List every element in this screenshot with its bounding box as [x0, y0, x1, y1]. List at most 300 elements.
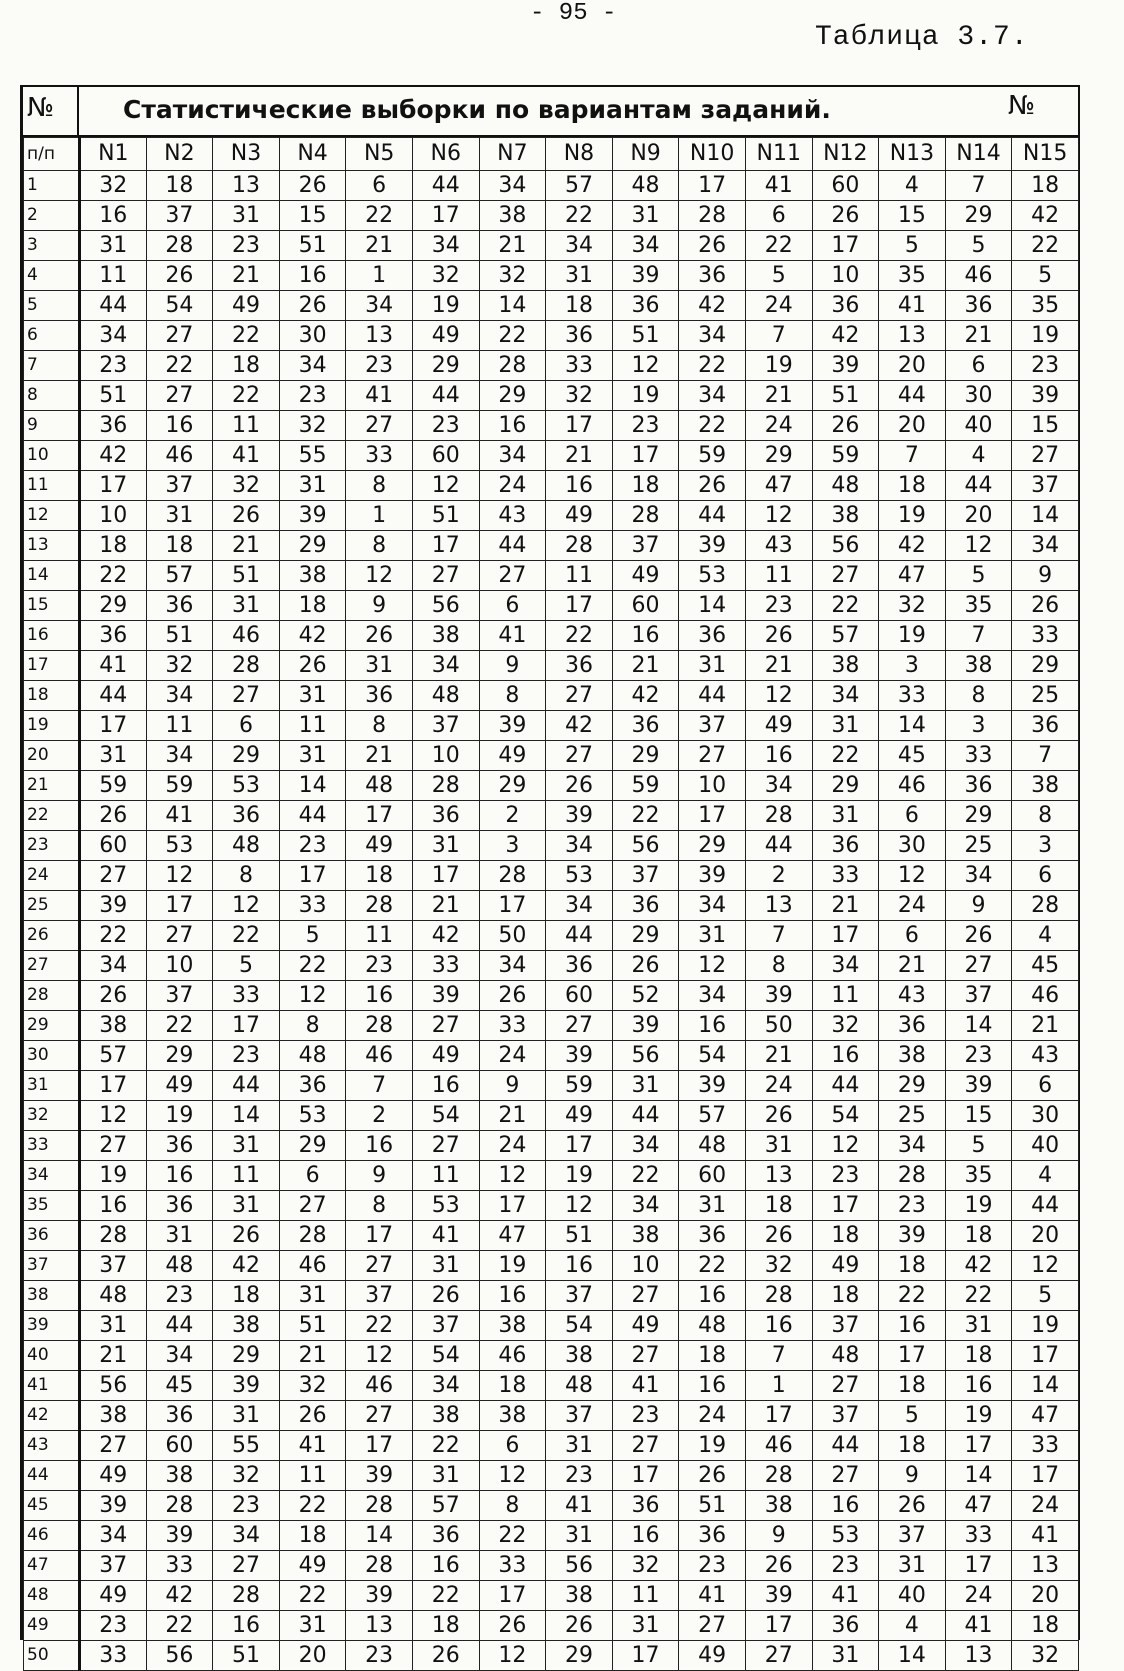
table-cell: 29: [146, 1041, 213, 1071]
table-cell: 41: [80, 651, 147, 681]
table-cell: 8: [279, 1011, 346, 1041]
samples-table: [23, 137, 1079, 1671]
table-cell: 26: [546, 1611, 613, 1641]
table-cell: 43: [879, 981, 946, 1011]
table-cell: 34: [612, 1131, 679, 1161]
row-number-cell: 48: [24, 1581, 80, 1611]
table-cell: 39: [679, 861, 746, 891]
table-cell: 36: [80, 411, 147, 441]
row-number-cell: 40: [24, 1341, 80, 1371]
table-cell: 34: [546, 231, 613, 261]
table-cell: 19: [745, 351, 812, 381]
table-cell: 39: [479, 711, 546, 741]
table-cell: 22: [80, 921, 147, 951]
table-cell: 32: [879, 591, 946, 621]
table-cell: 17: [679, 801, 746, 831]
table-cell: 28: [412, 771, 479, 801]
table-cell: 36: [612, 291, 679, 321]
table-cell: 14: [213, 1101, 280, 1131]
table-cell: 17: [679, 171, 746, 201]
table-cell: 28: [745, 1461, 812, 1491]
table-cell: 21: [879, 951, 946, 981]
table-cell: 39: [279, 501, 346, 531]
row-number-cell: 43: [24, 1431, 80, 1461]
table-cell: 8: [346, 531, 413, 561]
table-cell: 33: [879, 681, 946, 711]
table-cell: 29: [546, 1641, 613, 1671]
table-row: [24, 1071, 1079, 1101]
table-cell: 23: [1012, 351, 1079, 381]
table-cell: 16: [546, 1251, 613, 1281]
table-cell: 48: [80, 1281, 147, 1311]
table-cell: 7: [745, 1341, 812, 1371]
table-cell: 49: [412, 1041, 479, 1071]
table-cell: 43: [745, 531, 812, 561]
table-cell: 14: [1012, 1371, 1079, 1401]
table-cell: 22: [80, 561, 147, 591]
row-number-cell: 25: [24, 891, 80, 921]
table-cell: 41: [546, 1491, 613, 1521]
column-header: N4: [279, 138, 346, 171]
table-cell: 36: [213, 801, 280, 831]
table-cell: 5: [945, 1131, 1012, 1161]
table-cell: 33: [479, 1551, 546, 1581]
table-cell: 21: [279, 1341, 346, 1371]
table-cell: 56: [146, 1641, 213, 1671]
row-number-cell: 21: [24, 771, 80, 801]
table-cell: 51: [546, 1221, 613, 1251]
table-row: [24, 1431, 1079, 1461]
table-cell: 21: [945, 321, 1012, 351]
table-cell: 23: [412, 411, 479, 441]
table-cell: 17: [546, 591, 613, 621]
table-cell: 26: [80, 801, 147, 831]
table-cell: 34: [412, 651, 479, 681]
table-cell: 42: [80, 441, 147, 471]
table-cell: 14: [679, 591, 746, 621]
table-cell: 36: [612, 1491, 679, 1521]
table-cell: 32: [80, 171, 147, 201]
table-cell: 39: [80, 1491, 147, 1521]
table-cell: 22: [346, 1311, 413, 1341]
table-cell: 47: [1012, 1401, 1079, 1431]
table-body: [24, 171, 1079, 1671]
table-cell: 17: [412, 861, 479, 891]
table-row: [24, 411, 1079, 441]
table-cell: 39: [213, 1371, 280, 1401]
table-cell: 21: [346, 741, 413, 771]
table-cell: 41: [1012, 1521, 1079, 1551]
table-cell: 42: [879, 531, 946, 561]
table-cell: 35: [879, 261, 946, 291]
table-cell: 5: [1012, 261, 1079, 291]
table-cell: 18: [745, 1191, 812, 1221]
table-cell: 16: [279, 261, 346, 291]
table-cell: 5: [745, 261, 812, 291]
table-cell: 27: [812, 561, 879, 591]
column-header-row: [24, 138, 1079, 171]
table-cell: 24: [479, 1131, 546, 1161]
table-cell: 31: [346, 651, 413, 681]
table-row: [24, 171, 1079, 201]
table-cell: 60: [412, 441, 479, 471]
table-cell: 56: [812, 531, 879, 561]
table-cell: 23: [546, 1461, 613, 1491]
table-cell: 57: [812, 621, 879, 651]
table-cell: 14: [879, 1641, 946, 1671]
table-cell: 27: [213, 1551, 280, 1581]
table-cell: 59: [546, 1071, 613, 1101]
table-cell: 44: [812, 1071, 879, 1101]
table-cell: 23: [213, 1491, 280, 1521]
table-cell: 26: [479, 981, 546, 1011]
table-cell: 29: [812, 771, 879, 801]
table-cell: 16: [745, 1311, 812, 1341]
row-number-cell: 38: [24, 1281, 80, 1311]
table-cell: 18: [213, 351, 280, 381]
table-cell: 37: [146, 201, 213, 231]
table-cell: 49: [279, 1551, 346, 1581]
table-cell: 56: [612, 831, 679, 861]
table-cell: 32: [279, 411, 346, 441]
table-cell: 33: [146, 1551, 213, 1581]
table-cell: 38: [80, 1401, 147, 1431]
table-cell: 53: [412, 1191, 479, 1221]
table-cell: 16: [146, 411, 213, 441]
table-cell: 39: [546, 801, 613, 831]
table-cell: 60: [812, 171, 879, 201]
table-cell: 14: [346, 1521, 413, 1551]
table-cell: 19: [879, 621, 946, 651]
table-row: [24, 801, 1079, 831]
table-cell: 25: [1012, 681, 1079, 711]
table-cell: 36: [812, 831, 879, 861]
table-row: [24, 771, 1079, 801]
table-cell: 12: [812, 1131, 879, 1161]
table-cell: 17: [1012, 1461, 1079, 1491]
table-cell: 38: [479, 201, 546, 231]
table-cell: 23: [679, 1551, 746, 1581]
row-number-cell: 1: [24, 171, 80, 201]
table-cell: 31: [546, 261, 613, 291]
table-row: [24, 1131, 1079, 1161]
table-cell: 40: [945, 411, 1012, 441]
table-cell: 27: [812, 1461, 879, 1491]
table-cell: 26: [279, 651, 346, 681]
table-cell: 18: [279, 591, 346, 621]
table-cell: 36: [679, 261, 746, 291]
table-cell: 59: [146, 771, 213, 801]
table-cell: 34: [80, 1521, 147, 1551]
table-cell: 31: [412, 831, 479, 861]
table-cell: 6: [1012, 1071, 1079, 1101]
table-cell: 12: [479, 1641, 546, 1671]
table-cell: 26: [679, 471, 746, 501]
table-cell: 11: [146, 711, 213, 741]
table-cell: 31: [546, 1521, 613, 1551]
table-cell: 8: [945, 681, 1012, 711]
table-cell: 29: [612, 741, 679, 771]
table-cell: 41: [146, 801, 213, 831]
table-cell: 3: [479, 831, 546, 861]
table-cell: 44: [679, 681, 746, 711]
table-cell: 39: [745, 981, 812, 1011]
table-cell: 16: [745, 741, 812, 771]
table-cell: 7: [745, 321, 812, 351]
table-cell: 38: [412, 1401, 479, 1431]
table-cell: 6: [1012, 861, 1079, 891]
table-cell: 29: [80, 591, 147, 621]
table-cell: 15: [879, 201, 946, 231]
table-cell: 37: [612, 531, 679, 561]
table-cell: 28: [479, 861, 546, 891]
table-cell: 22: [479, 321, 546, 351]
table-cell: 4: [945, 441, 1012, 471]
table-cell: 33: [546, 351, 613, 381]
table-cell: 6: [745, 201, 812, 231]
table-cell: 36: [679, 621, 746, 651]
table-cell: 28: [146, 231, 213, 261]
table-cell: 19: [879, 501, 946, 531]
table-row: [24, 471, 1079, 501]
table-cell: 34: [879, 1131, 946, 1161]
table-cell: 5: [879, 231, 946, 261]
table-cell: 38: [412, 621, 479, 651]
table-cell: 36: [879, 1011, 946, 1041]
table-cell: 22: [1012, 231, 1079, 261]
table-cell: 36: [412, 801, 479, 831]
row-number-cell: 20: [24, 741, 80, 771]
table-cell: 36: [1012, 711, 1079, 741]
table-cell: 36: [279, 1071, 346, 1101]
table-cell: 31: [279, 1611, 346, 1641]
row-number-cell: 47: [24, 1551, 80, 1581]
table-cell: 48: [346, 771, 413, 801]
table-cell: 27: [412, 561, 479, 591]
table-cell: 44: [479, 531, 546, 561]
table-cell: 23: [812, 1551, 879, 1581]
table-cell: 22: [679, 351, 746, 381]
table-cell: 32: [612, 1551, 679, 1581]
table-cell: 5: [213, 951, 280, 981]
table-cell: 29: [479, 381, 546, 411]
table-cell: 23: [213, 1041, 280, 1071]
row-number-cell: 41: [24, 1371, 80, 1401]
table-cell: 18: [879, 1431, 946, 1461]
row-number-header-top: №: [23, 87, 79, 135]
table-cell: 48: [812, 471, 879, 501]
column-header: N3: [213, 138, 280, 171]
table-cell: 31: [612, 201, 679, 231]
table-cell: 28: [1012, 891, 1079, 921]
table-cell: 46: [146, 441, 213, 471]
table-cell: 37: [346, 1281, 413, 1311]
table-row: [24, 861, 1079, 891]
column-header: N9: [612, 138, 679, 171]
table-cell: 6: [479, 591, 546, 621]
table-cell: 11: [213, 411, 280, 441]
table-cell: 26: [812, 201, 879, 231]
table-cell: 46: [346, 1041, 413, 1071]
table-cell: 34: [679, 981, 746, 1011]
table-cell: 18: [412, 1611, 479, 1641]
table-cell: 57: [80, 1041, 147, 1071]
table-cell: 19: [479, 1251, 546, 1281]
row-number-cell: 31: [24, 1071, 80, 1101]
table-row: [24, 1521, 1079, 1551]
table-cell: 27: [146, 921, 213, 951]
table-cell: 26: [213, 1221, 280, 1251]
table-cell: 22: [879, 1281, 946, 1311]
table-cell: 9: [1012, 561, 1079, 591]
table-cell: 38: [279, 561, 346, 591]
table-cell: 51: [213, 1641, 280, 1671]
table-cell: 44: [945, 471, 1012, 501]
table-cell: 35: [945, 591, 1012, 621]
table-cell: 36: [146, 1191, 213, 1221]
table-row: [24, 1311, 1079, 1341]
table-cell: 27: [80, 1131, 147, 1161]
row-number-header: п/п: [24, 138, 80, 171]
table-cell: 12: [146, 861, 213, 891]
table-cell: 36: [546, 951, 613, 981]
table-cell: 34: [146, 741, 213, 771]
table-cell: 6: [879, 801, 946, 831]
table-cell: 38: [479, 1311, 546, 1341]
table-cell: 53: [146, 831, 213, 861]
table-cell: 37: [80, 1251, 147, 1281]
table-cell: 37: [412, 711, 479, 741]
table-cell: 31: [213, 201, 280, 231]
row-number-cell: 32: [24, 1101, 80, 1131]
table-cell: 38: [612, 1221, 679, 1251]
column-header: N11: [745, 138, 812, 171]
table-cell: 32: [279, 1371, 346, 1401]
table-cell: 51: [80, 381, 147, 411]
table-cell: 31: [412, 1461, 479, 1491]
table-cell: 21: [745, 381, 812, 411]
table-cell: 23: [346, 1641, 413, 1671]
table-cell: 17: [80, 1071, 147, 1101]
table-cell: 27: [479, 561, 546, 591]
table-cell: 56: [612, 1041, 679, 1071]
table-cell: 47: [945, 1491, 1012, 1521]
table-cell: 57: [146, 561, 213, 591]
table-cell: 45: [1012, 951, 1079, 981]
row-number-cell: 19: [24, 711, 80, 741]
table-cell: 34: [546, 891, 613, 921]
table-cell: 12: [945, 531, 1012, 561]
table-cell: 36: [679, 1521, 746, 1551]
row-number-cell: 2: [24, 201, 80, 231]
table-cell: 9: [945, 891, 1012, 921]
table-cell: 9: [745, 1521, 812, 1551]
table-cell: 57: [546, 171, 613, 201]
table-cell: 5: [945, 231, 1012, 261]
table-cell: 18: [146, 531, 213, 561]
table-cell: 26: [879, 1491, 946, 1521]
table-row: [24, 531, 1079, 561]
table-cell: 27: [146, 321, 213, 351]
table-cell: 17: [80, 471, 147, 501]
table-cell: 21: [213, 531, 280, 561]
table-row: [24, 561, 1079, 591]
table-cell: 8: [745, 951, 812, 981]
table-cell: 48: [412, 681, 479, 711]
table-cell: 17: [812, 231, 879, 261]
table-cell: 27: [1012, 441, 1079, 471]
column-header: N13: [879, 138, 946, 171]
table-cell: 31: [213, 1401, 280, 1431]
table-cell: 11: [346, 921, 413, 951]
table-cell: 31: [279, 741, 346, 771]
table-cell: 39: [745, 1581, 812, 1611]
table-cell: 39: [80, 891, 147, 921]
table-cell: 11: [213, 1161, 280, 1191]
table-cell: 31: [546, 1431, 613, 1461]
table-cell: 17: [213, 1011, 280, 1041]
table-cell: 23: [612, 411, 679, 441]
table-cell: 22: [679, 1251, 746, 1281]
table-cell: 10: [80, 501, 147, 531]
table-cell: 54: [812, 1101, 879, 1131]
row-number-cell: 6: [24, 321, 80, 351]
table-cell: 48: [679, 1131, 746, 1161]
row-number-cell: 22: [24, 801, 80, 831]
table-cell: 30: [945, 381, 1012, 411]
table-row: [24, 1581, 1079, 1611]
row-number-cell: 45: [24, 1491, 80, 1521]
table-cell: 51: [279, 231, 346, 261]
table-cell: 6: [279, 1161, 346, 1191]
table-cell: 31: [879, 1551, 946, 1581]
table-cell: 1: [346, 501, 413, 531]
table-cell: 10: [412, 741, 479, 771]
table-cell: 43: [1012, 1041, 1079, 1071]
table-cell: 12: [479, 1161, 546, 1191]
table-cell: 30: [279, 321, 346, 351]
table-cell: 17: [812, 921, 879, 951]
table-cell: 17: [412, 531, 479, 561]
table-cell: 27: [279, 1191, 346, 1221]
table-cell: 36: [812, 291, 879, 321]
table-cell: 17: [612, 1461, 679, 1491]
table-cell: 24: [479, 1041, 546, 1071]
table-cell: 22: [612, 801, 679, 831]
table-cell: 29: [479, 771, 546, 801]
table-cell: 17: [612, 441, 679, 471]
table-cell: 42: [146, 1581, 213, 1611]
table-cell: 56: [80, 1371, 147, 1401]
column-header: N10: [679, 138, 746, 171]
table-cell: 46: [945, 261, 1012, 291]
table-cell: 20: [879, 411, 946, 441]
table-cell: 36: [146, 591, 213, 621]
table-cell: 22: [412, 1581, 479, 1611]
table-cell: 12: [346, 561, 413, 591]
table-cell: 36: [346, 681, 413, 711]
table-cell: 33: [279, 891, 346, 921]
table-cell: 6: [879, 921, 946, 951]
table-cell: 16: [479, 1281, 546, 1311]
table-cell: 60: [80, 831, 147, 861]
table-cell: 34: [412, 231, 479, 261]
table-cell: 22: [812, 591, 879, 621]
table-cell: 23: [80, 1611, 147, 1641]
table-cell: 17: [1012, 1341, 1079, 1371]
table-cell: 28: [679, 201, 746, 231]
table-cell: 22: [412, 1431, 479, 1461]
